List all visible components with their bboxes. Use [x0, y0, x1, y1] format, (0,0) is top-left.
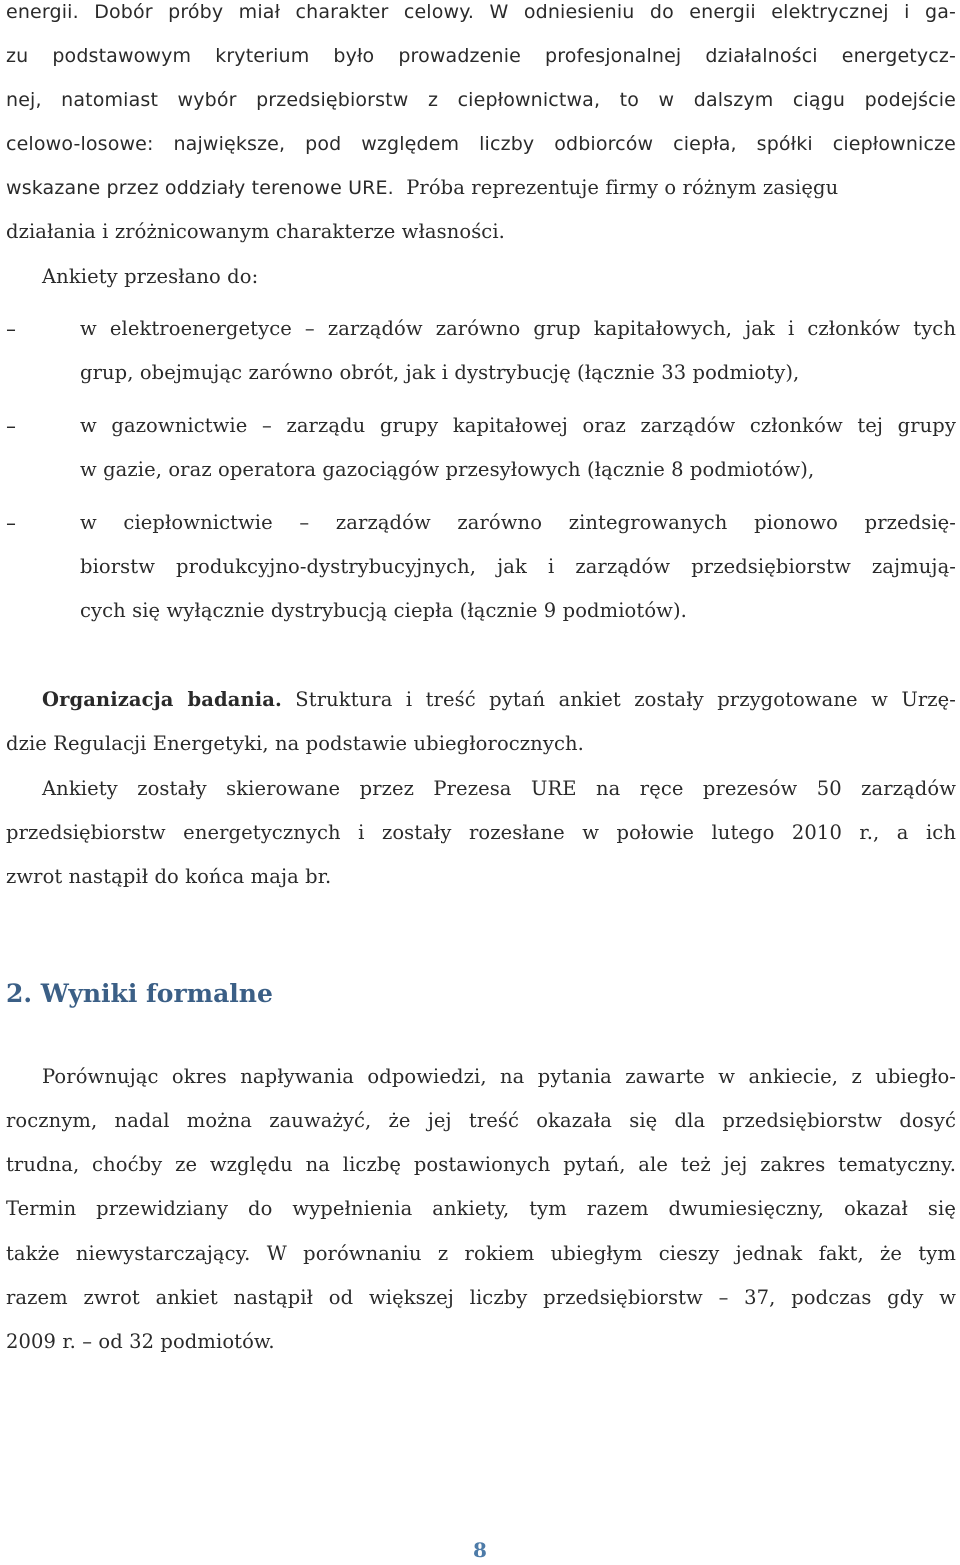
section-line-6: razem zwrot ankiet nastąpił od większej liczby przedsiębiorstw – 37, podczas gdy w	[6, 1286, 956, 1309]
intro-line-4: celowo-losowe: największe, pod względem liczby odbiorców ciepła, spółki ciepłownicze	[6, 133, 956, 155]
section-line-5: także niewystarczający. W porównaniu z rokiem ubiegłym cieszy jednak fakt, że tym	[6, 1242, 956, 1265]
organization-label: Organizacja badania.	[42, 688, 282, 711]
bullet-3-line-2: biorstw produkcyjno-dystrybucyjnych, jak i zarządów przedsiębiorstw zajmują-	[80, 555, 956, 578]
intro-line-1: energii. Dobór próby miał charakter celowy. W odniesieniu do energii elektrycznej i ga-	[6, 1, 956, 23]
organization-line-1	[42, 685, 956, 715]
bullet-marker-1: –	[6, 317, 16, 341]
organization-line-3: Ankiety zostały skierowane przez Prezesa URE na ręce prezesów 50 zarządów	[42, 777, 956, 800]
organization-line-1-text: Struktura i treść pytań ankiet zostały przygotowane w Urzę-	[295, 688, 956, 711]
bullet-2-line-1: w gazownictwie – zarządu grupy kapitałowej oraz zarządów członków tej grupy	[80, 414, 956, 437]
section-heading: 2. Wyniki formalne	[6, 979, 273, 1008]
intro-line-6: działania i zróżnicowanym charakterze własności.	[6, 220, 505, 243]
intro-line-3: nej, natomiast wybór przedsiębiorstw z ciepłownictwa, to w dalszym ciągu podejście	[6, 89, 956, 111]
section-line-2: rocznym, nadal można zauważyć, że jej treść okazała się dla przedsiębiorstw dosyć	[6, 1109, 956, 1132]
page-number: 8	[473, 1538, 487, 1562]
bullet-3-line-1: w ciepłownictwie – zarządów zarówno zintegrowanych pionowo przedsię-	[80, 511, 956, 534]
organization-line-5: zwrot nastąpił do końca maja br.	[6, 865, 332, 888]
intro-line-5	[6, 173, 956, 203]
recipients-intro: Ankiety przesłano do:	[42, 265, 259, 288]
bullet-1-line-1: w elektroenergetyce – zarządów zarówno grup kapitałowych, jak i członków tych	[80, 317, 956, 340]
organization-line-2: dzie Regulacji Energetyki, na podstawie ubiegłorocznych.	[6, 732, 584, 755]
bullet-marker-3: –	[6, 511, 16, 535]
intro-line-5-serif: Próba reprezentuje firmy o różnym zasięgu	[406, 176, 839, 199]
section-line-1: Porównując okres napływania odpowiedzi, na pytania zawarte w ankiecie, z ubiegło-	[42, 1065, 956, 1088]
section-line-4: Termin przewidziany do wypełnienia ankiety, tym razem dwumiesięczny, okazał się	[6, 1197, 956, 1220]
section-line-7: 2009 r. – od 32 podmiotów.	[6, 1330, 275, 1353]
bullet-marker-2: –	[6, 414, 16, 438]
bullet-2-line-2: w gazie, oraz operatora gazociągów przesyłowych (łącznie 8 podmiotów),	[80, 458, 815, 481]
intro-line-2: zu podstawowym kryterium było prowadzenie profesjonalnej działalności energetycz-	[6, 45, 956, 67]
organization-line-4: przedsiębiorstw energetycznych i zostały rozesłane w połowie lutego 2010 r., a ich	[6, 821, 956, 844]
section-line-3: trudna, choćby ze względu na liczbę postawionych pytań, ale też jej zakres tematyczny.	[6, 1153, 956, 1176]
bullet-3-line-3: cych się wyłącznie dystrybucją ciepła (łącznie 9 podmiotów).	[80, 599, 687, 622]
intro-line-5-sans: wskazane przez oddziały terenowe URE.	[6, 177, 394, 199]
bullet-1-line-2: grup, obejmując zarówno obrót, jak i dystrybucję (łącznie 33 podmioty),	[80, 361, 800, 384]
